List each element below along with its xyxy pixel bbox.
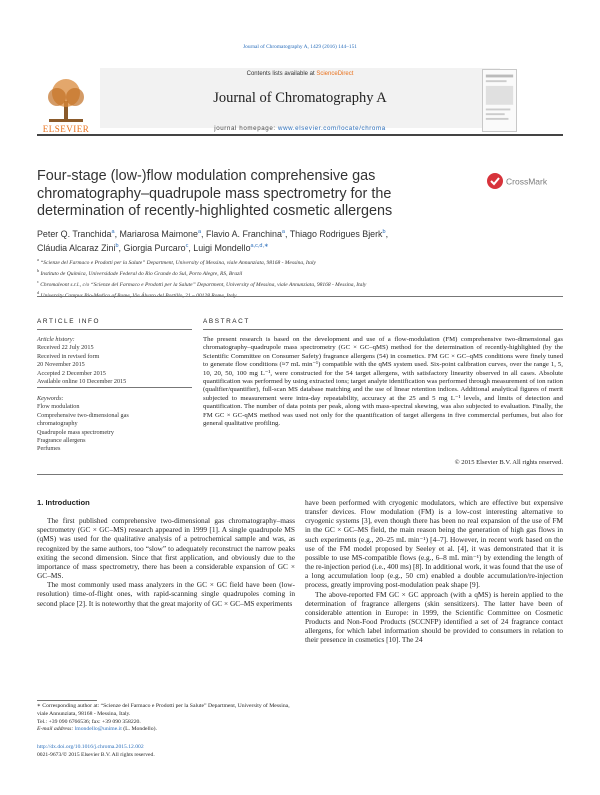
author-line-1: Peter Q. Tranchida$^a$, Mariarosa Maimone$^a$, Flavio A. Franchina$^a$, Thiago Rodrigues Bjerk$^b$, [37,228,389,239]
corresponding-author: ∗ Corresponding author at: “Scienze del Farmaco e Prodotti per la Salute” Department, University of Messina, viale Annunziata, 98168 - Messina, Italy. [37,703,290,717]
abstract-heading: ABSTRACT [203,318,250,325]
author-name[interactable]: Thiago Rodrigues Bjerk [289,228,383,239]
footnote-rule [37,700,97,701]
crossmark-icon[interactable] [486,172,554,190]
history-item: 20 November 2015 [37,361,85,369]
abstract-copyright: © 2015 Elsevier B.V. All rights reserved. [454,459,563,466]
author-affil-mark[interactable]: a,c,d,∗ [250,243,269,250]
contact-phone: Tel.: +39 090 6766536; fax: +39 090 358220. [37,718,141,725]
author-affil-mark[interactable]: b [382,229,386,235]
header-rule [37,134,563,136]
corresponding-author-footnote [37,703,295,734]
affiliation: $^b$ Instituto de Química, Universidade Federal do Rio Grande do Sul, Porto Alegre, RS, Brazil [37,268,243,277]
body-column-right [305,498,563,645]
journal-homepage [100,125,500,132]
keyword: chromatography [37,420,78,428]
homepage-label: journal homepage: [214,125,278,132]
article-history [37,336,197,386]
crossmark-label: CrossMark [506,176,548,187]
author-affil-mark[interactable]: a [197,229,201,235]
author-name[interactable]: Luigi Mondello [193,243,251,254]
body-column-left [37,498,295,608]
divider [37,474,563,475]
author-affil-mark[interactable]: a [281,229,285,235]
sciencedirect-link[interactable]: ScienceDirect [316,71,354,77]
author-name[interactable]: Cláudia Alcaraz Zini [37,243,116,254]
keywords-label: Keywords: [37,395,64,402]
paragraph: The first published comprehensive two-dimensional gas chromatography–mass spectrometry (GC × GC–MS) research appeared in 1999 [1]. A single quadrupole MS (qMS) was used for the qualitative analysis of a petrochemical sample and was, as recognized by the same authors, too “slow” to adequately reconstruct the narrow peaks exiting the second dimension. Since that first application, and obviously due to the importance of mass spectrometry, there has been a considerable expansion of GC × GC–MS. [37,516,295,581]
journal-cover-thumbnail [482,69,517,132]
journal-name: Journal of Chromatography A [213,90,387,106]
keyword: Fragrance allergens [37,437,86,445]
keyword: Comprehensive two-dimensional gas [37,411,129,419]
keyword: Perfumes [37,445,61,453]
history-item: Received 22 July 2015 [37,344,94,352]
author-affil-mark[interactable]: a [111,229,115,235]
affiliation: $^c$ Chromaleont s.r.l., c/o “Scienze del Farmaco e Prodotti per la Salute” Department, University of Messina, viale Annunziata, 98168 - Messina, Italy [37,279,367,289]
author-name[interactable]: Flavio A. Franchina [205,228,282,239]
journal-citation[interactable]: Journal of Chromatography A, 1429 (2016) 144–151 [243,44,357,50]
paragraph: have been performed with cryogenic modulators, which are effective but expensive transfer devices. Flow modulation (FM) is a low-cost interesting alternative to cryogenic systems [3], even though there has been no real expansion of the use of FM in the GC × GC–MS field, the main reason being the generation of high gas flows in such experiments (e.g., 20–25 mL min⁻¹) [4–7]. However, in recent work based on the use of the FM model proposed by Seeley et al. [4], it was demonstrated that it is possible to use MS-compatible flows (e.g., 6–8 mL min⁻¹) by extending the length of the re-injection period (i.e., 400 ms) [8]. In additional work, it was found that the use of a long accumulation loop (e.g., 50 cm) enabled a double accumulation/re-injection process, greatly improving post-modulation peak shape [9]. [305,498,563,590]
paragraph: The most commonly used mass analyzers in the GC × GC field have been (low-resolution) time-of-flight ones, with rapid-scanning single quadrupoles coming in second place [2]. It is noteworthy that the great majority of GC × GC–MS experiments [37,580,295,608]
history-item: Available online 10 December 2015 [37,378,127,386]
keywords [37,395,197,454]
divider [37,296,563,297]
author-affil-mark[interactable]: c [185,243,189,250]
author-name[interactable]: Mariarosa Maimone [119,228,198,239]
history-item: Accepted 2 December 2015 [37,369,106,377]
divider [203,329,563,330]
keyword: Flow modulation [37,403,80,411]
divider [37,387,192,388]
contents-prefix: Contents lists available at [246,71,317,77]
section-heading-introduction: 1. Introduction [37,498,90,507]
affiliation-list [37,256,563,301]
abstract-text: The present research is based on the development and use of a flow-modulation (FM) comprehensive two-dimensional gas chromatography–quadrupole mass spectrometry (GC × GC–qMS) method for the determination of recently-highlighted (by the Scientific Committee on Consumer Safety) fragrance allergens (54) in cosmetics. FM GC × GC–qMS conditions were finely tuned to generate flow conditions (≈7 mL min⁻¹) compatible with the qMS system used. Six-point calibration curves, over the range 1, 5, 10, 20, 50, 100 mg L⁻¹, were constructed for the 54 target allergens, with satisfactory linearity observed in all cases. Absolute quantification was performed by using extracted ions; target analyte identification was performed through measurement of ion ration (qualifier/quantifier), full-scan MS database matching and the use of linear retention indices. Additional analytical figures of merit subjected to measurement were intra-day repeatability, accuracy at the 25 and 5 mg L⁻¹ levels, and limits of detection and quantification. The number of data points per peak, along with mass-spectral skewing, was also subjected to evaluation. Finally, the FM GC × GC-qMS method was used not only for the quantification of target allergens in five commercial perfumes, but also for general qualitative profiling. [203,336,563,428]
elsevier-tree-logo [37,70,95,132]
affiliation: $^d$ University Campus Bio-Medico of Rome, Via Álvaro del Portillo, 21 – 00128 Rome, Italy [37,290,237,300]
contents-line [100,71,500,77]
author-name[interactable]: Giorgia Purcaro [123,243,186,254]
publisher-name: ELSEVIER [42,124,90,134]
author-list [37,226,563,255]
history-item: Received in revised form [37,352,100,360]
email-link[interactable]: lmondello@unime.it [74,726,122,733]
affiliation: $^a$ “Scienze del Farmaco e Prodotti per la Salute” Department, University of Messina, viale Annunziata, 98168 - Messina, Italy [37,257,316,266]
article-title: Four-stage (low-)flow modulation comprehensive gas chromatography–quadrupole mass spectrometry for the determination of recently-highlighted cosmetic allergens [37,168,393,220]
issn-line: 0021-9673/© 2015 Elsevier B.V. All rights reserved. [37,751,155,758]
doi-link[interactable]: http://dx.doi.org/10.1016/j.chroma.2015.12.002 [37,744,144,750]
divider [37,329,192,330]
keyword: Quadrupole mass spectrometry [37,428,114,436]
doi-block [37,744,337,760]
paragraph: The above-reported FM GC × GC approach (with a qMS) is herein applied to the determination of fragrance allergens (skin sensitizers). The latter have been of considerable attention in Europe: in 1999, the Scientific Committee on Cosmetic Products and Non-Food Products (SCCNFP) identified a set of 24 fragrance contact allergens, for which label information should be provided to consumers in relation to their presence in cosmetics [10]. The 24 [305,589,563,645]
article-info-heading: ARTICLE INFO [37,318,101,325]
author-name[interactable]: Peter Q. Tranchida [37,228,112,239]
author-affil-mark[interactable]: b [115,243,119,250]
homepage-link[interactable]: www.elsevier.com/locate/chroma [278,125,386,132]
contact-email: E-mail address: lmondello@unime.it (L. Mondello). [37,726,157,733]
history-label: Article history: [37,336,75,343]
author-line-2: Cláudia Alcaraz Zini$^b$, Giorgia Purcaro$^c$, Luigi Mondello$^{a,c,d,∗}$ [37,243,269,254]
